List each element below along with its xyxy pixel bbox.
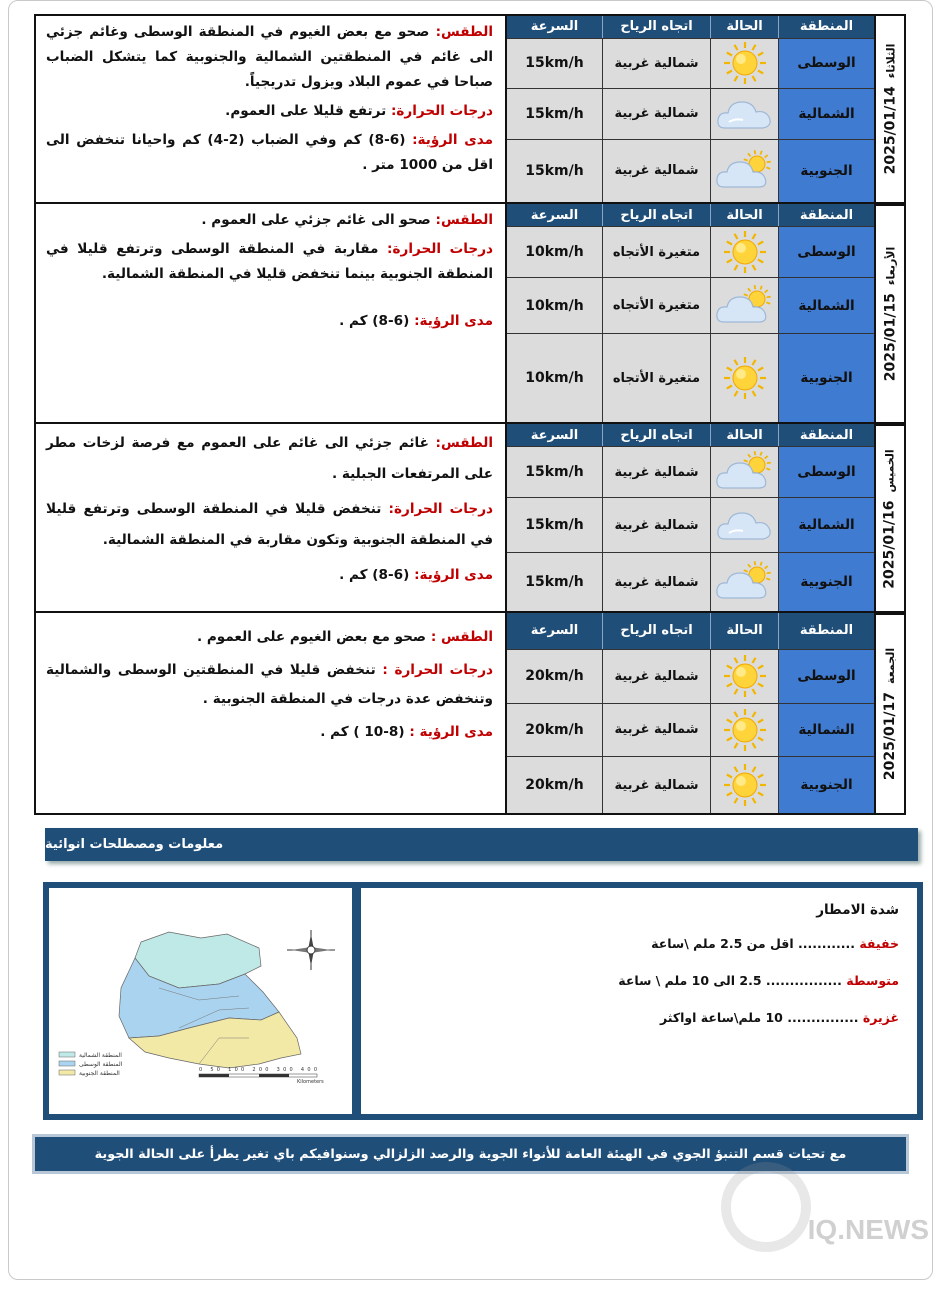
moderate-text: ................ 2.5 الى 10 ملم \ ساعة: [618, 973, 842, 988]
map-legend: [59, 1052, 123, 1077]
header-speed: السرعة: [530, 207, 579, 223]
region-name: الجنوبية: [778, 757, 874, 813]
temperature-label: درجات الحرارة:: [387, 241, 494, 257]
forecast-day-1: [34, 14, 876, 204]
partly-cloudy-icon: [715, 284, 775, 328]
day-date-cell: [876, 424, 906, 613]
table-row: [507, 333, 874, 422]
condition-cell: [710, 334, 778, 422]
condition-cell: [710, 278, 778, 333]
header-region: المنطقة: [778, 424, 874, 446]
visibility-label: مدى الرؤية:: [414, 313, 493, 329]
forecast-day-3: [34, 424, 876, 613]
wind-speed: 20km/h: [507, 757, 602, 813]
header-region: المنطقة: [778, 613, 874, 649]
day-description: [36, 424, 507, 611]
visibility-label: مدى الرؤية:: [412, 132, 493, 148]
date-text: 2025/01/16: [882, 500, 898, 589]
visibility-label: مدى الرؤية :: [409, 724, 493, 740]
condition-cell: [710, 140, 778, 202]
weather-label: الطقس:: [435, 435, 493, 451]
condition-cell: [710, 498, 778, 552]
svg-text:0 50 100 200 300 400: 0 50 100 200 300 400: [199, 1067, 317, 1073]
header-speed: السرعة: [530, 427, 579, 443]
region-name: الجنوبية: [778, 334, 874, 422]
table-header: [507, 424, 874, 446]
temperature-label: درجات الحرارة:: [388, 501, 494, 517]
date-text: 2025/01/17: [882, 691, 898, 781]
header-condition: الحالة: [710, 16, 778, 38]
wind-direction: متغيرة الأتجاه: [602, 278, 710, 333]
visibility-text: (6-8) كم .: [339, 567, 410, 583]
region-name: الجنوبية: [778, 140, 874, 202]
table-row: [507, 88, 874, 138]
temperature-label: درجات الحرارة:: [390, 103, 493, 119]
region-name: الشمالية: [778, 704, 874, 757]
cloud-icon: [715, 503, 775, 547]
table-row: [507, 38, 874, 88]
table-row: [507, 756, 874, 813]
svg-text:المنطقة الشمالية: المنطقة الشمالية: [79, 1052, 122, 1059]
rain-row-light: [379, 936, 899, 951]
wind-speed: 20km/h: [507, 704, 602, 757]
weather-label: الطقس :: [430, 629, 493, 645]
date-text: 2025/01/14: [882, 86, 899, 175]
visibility-text: (8-10 ) كم .: [320, 724, 405, 740]
rain-intensity-panel: [361, 888, 917, 1114]
condition-cell: [710, 447, 778, 497]
wind-direction: شمالية غربية: [602, 757, 710, 813]
region-name: الوسطى: [778, 447, 874, 497]
day-description: [36, 613, 507, 813]
header-wind-direction: اتجاه الرياح: [602, 613, 710, 649]
wind-speed: 15km/h: [507, 39, 602, 88]
condition-cell: [710, 553, 778, 611]
wind-direction: شمالية غربية: [602, 140, 710, 202]
wind-speed: 15km/h: [507, 140, 602, 202]
condition-cell: [710, 704, 778, 757]
header-condition: الحالة: [710, 613, 778, 649]
sun-icon: [719, 654, 771, 698]
visibility-text: (6-8) كم وفي الضباب (2-4) كم واحيانا تنخفض الى اقل من 1000 متر .: [46, 132, 493, 173]
table-row: [507, 497, 874, 552]
condition-cell: [710, 227, 778, 277]
rain-title: شدة الامطار: [816, 902, 899, 918]
wind-direction: شمالية غربية: [602, 89, 710, 138]
region-name: الوسطى: [778, 227, 874, 277]
forecast-day-2: [34, 204, 876, 424]
rain-row-heavy: [379, 1010, 899, 1025]
weather-text: صحو الى غائم جزئي على العموم .: [201, 212, 431, 228]
visibility-text: (6-8) كم .: [339, 313, 410, 329]
wind-speed: 15km/h: [507, 447, 602, 497]
rain-row-moderate: [379, 973, 899, 988]
region-map: [49, 888, 352, 1114]
wind-direction: متغيرة الأتجاه: [602, 334, 710, 422]
table-header: [507, 16, 874, 38]
light-label: خفيفة: [859, 936, 899, 951]
watermark-text: IQ.NEWS: [807, 1214, 929, 1245]
wind-direction: متغيرة الأتجاه: [602, 227, 710, 277]
sun-icon: [719, 356, 771, 400]
cloud-icon: [715, 92, 775, 136]
iraq-map: [49, 888, 352, 1114]
table-row: [507, 552, 874, 611]
map-scale-bar: [199, 1067, 324, 1085]
partly-cloudy-icon: [715, 149, 775, 193]
wind-direction: شمالية غربية: [602, 498, 710, 552]
watermark-logo-icon: [721, 1162, 811, 1252]
wind-direction: شمالية غربية: [602, 704, 710, 757]
sun-icon: [719, 763, 771, 807]
sun-icon: [719, 708, 771, 752]
info-panel: [43, 882, 923, 1120]
svg-text:المنطقة الوسطى: المنطقة الوسطى: [79, 1061, 123, 1068]
region-name: الشمالية: [778, 278, 874, 333]
wind-speed: 15km/h: [507, 553, 602, 611]
partly-cloudy-icon: [715, 560, 775, 604]
header-condition: الحالة: [710, 204, 778, 226]
wind-direction: شمالية غربية: [602, 39, 710, 88]
day-description: [36, 204, 507, 422]
table-row: [507, 649, 874, 703]
compass-rose-icon: [287, 930, 335, 970]
info-title: معلومات ومصطلحات انوائية: [45, 837, 224, 852]
header-condition: الحالة: [710, 424, 778, 446]
weather-text: غائم جزئي الى غائم على العموم مع فرصة لزخات مطر على المرتفعات الجبلية .: [46, 435, 493, 482]
temperature-label: درجات الحرارة :: [382, 662, 493, 678]
date-text: 2025/01/15: [882, 293, 899, 382]
header-wind-direction: اتجاه الرياح: [602, 204, 710, 226]
partly-cloudy-icon: [715, 450, 775, 494]
wind-direction: شمالية غربية: [602, 447, 710, 497]
table-row: [507, 446, 874, 497]
day-date-cell: [876, 204, 906, 424]
weather-label: الطقس:: [435, 24, 494, 40]
wind-direction: شمالية غربية: [602, 553, 710, 611]
temperature-text: مقاربة في المنطقة الوسطى وترتفع قليلا في المنطقة الجنوبية بينما تنخفض قليلا في المنطقة الشمالية.: [46, 241, 493, 282]
condition-cell: [710, 757, 778, 813]
region-name: الوسطى: [778, 650, 874, 703]
wind-speed: 10km/h: [507, 278, 602, 333]
wind-speed: 10km/h: [507, 227, 602, 277]
region-name: الجنوبية: [778, 553, 874, 611]
weekday-text: الجمعة: [884, 647, 897, 684]
weather-text: صحو مع بعض الغيوم على العموم .: [196, 629, 427, 645]
heavy-text: ............... 10 ملم\ساعة اواكثر: [659, 1010, 859, 1025]
table-header: [507, 613, 874, 649]
temperature-text: تنخفض قليلا في المنطقتين الوسطى والشمالية وتنخفض عدة درجات في المنطقة الجنوبية .: [46, 662, 493, 707]
day-table: [507, 204, 874, 422]
heavy-label: غزيرة: [862, 1010, 899, 1025]
weekday-text: الثلاثاء: [884, 43, 898, 79]
sun-icon: [719, 41, 771, 85]
wind-speed: 15km/h: [507, 498, 602, 552]
region-name: الوسطى: [778, 39, 874, 88]
wind-speed: 10km/h: [507, 334, 602, 422]
table-row: [507, 277, 874, 333]
day-description: [36, 16, 507, 202]
header-wind-direction: اتجاه الرياح: [602, 16, 710, 38]
header-speed: السرعة: [530, 19, 579, 35]
day-date-cell: [876, 613, 906, 815]
table-row: [507, 703, 874, 757]
temperature-text: تنخفض قليلا في المنطقة الوسطى وترتفع قليلا في المنطقة الجنوبية وتكون مقاربة في المنطقة الشمالية.: [46, 501, 493, 548]
day-table: [507, 613, 874, 813]
temperature-text: ترتفع قليلا على العموم.: [225, 103, 387, 119]
weekday-text: الأربعاء: [884, 246, 898, 286]
table-header: [507, 204, 874, 226]
light-text: ............ اقل من 2.5 ملم \ساعة: [651, 936, 855, 951]
day-table: [507, 16, 874, 202]
wind-direction: شمالية غربية: [602, 650, 710, 703]
condition-cell: [710, 39, 778, 88]
day-table: [507, 424, 874, 611]
visibility-label: مدى الرؤية:: [414, 567, 493, 583]
condition-cell: [710, 650, 778, 703]
info-title-bar: [45, 828, 918, 861]
day-date-cell: [876, 14, 906, 204]
region-name: الشمالية: [778, 89, 874, 138]
moderate-label: متوسطة: [846, 973, 899, 988]
svg-text:المنطقة الجنوبية: المنطقة الجنوبية: [79, 1070, 120, 1077]
wind-speed: 20km/h: [507, 650, 602, 703]
header-wind-direction: اتجاه الرياح: [602, 424, 710, 446]
weekday-text: الخميس: [884, 448, 897, 493]
svg-text:Kilometers: Kilometers: [297, 1079, 324, 1085]
forecast-day-4: [34, 613, 876, 815]
table-row: [507, 139, 874, 202]
weather-label: الطقس:: [435, 212, 493, 228]
table-row: [507, 226, 874, 277]
weather-text: صحو مع بعض الغيوم في المنطقة الوسطى وغائم جزئي الى غائم في المنطقتين الشمالية والجنوبية كما يتشكل الضباب صباحا في عموم البلاد ويزول تدريجياً.: [46, 24, 493, 90]
condition-cell: [710, 89, 778, 138]
sun-icon: [719, 230, 771, 274]
header-speed: السرعة: [530, 623, 579, 639]
header-region: المنطقة: [778, 204, 874, 226]
header-region: المنطقة: [778, 16, 874, 38]
region-name: الشمالية: [778, 498, 874, 552]
wind-speed: 15km/h: [507, 89, 602, 138]
footer-text: مع تحيات قسم التنبؤ الجوي في الهيئة العامة للأنواء الجوية والرصد الزلزالي وسنوافيكم باي تغير يطرأ على الحالة الجوية: [94, 1146, 847, 1162]
